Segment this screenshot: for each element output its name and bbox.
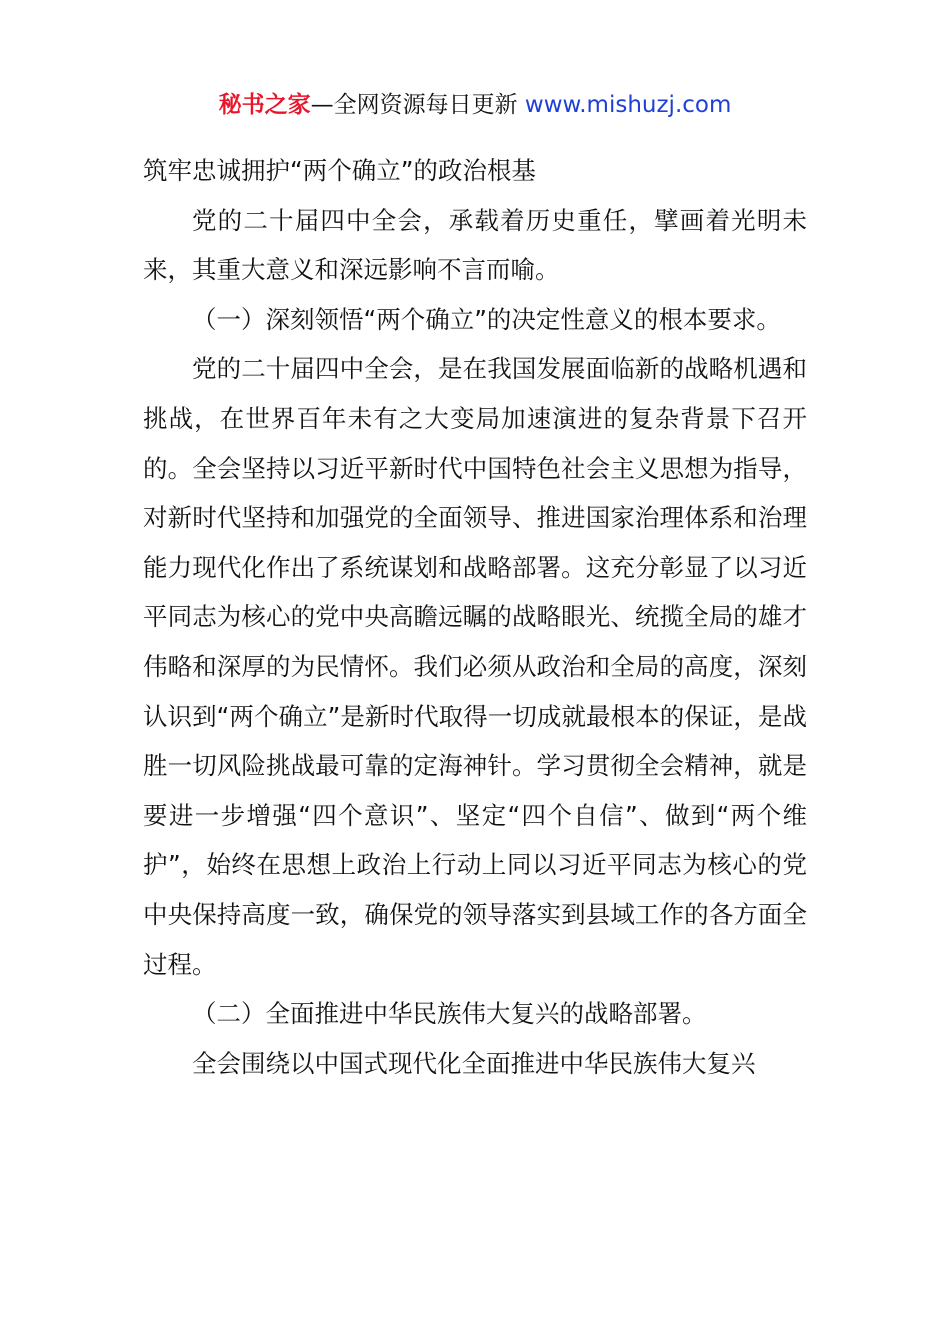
header-tagline: —全网资源每日更新: [310, 92, 525, 118]
document-body: [143, 146, 807, 1088]
section-heading-1: （一）深刻领悟“两个确立”的决定性意义的根本要求。: [192, 304, 781, 334]
paragraph-intro: 党的二十届四中全会，承载着历史重任，擘画着光明未来，其重大意义和深远影响不言而喻。: [143, 205, 807, 285]
document-title: 筑牢忠诚拥护“两个确立”的政治根基: [143, 156, 536, 185]
paragraph-section-2: 全会围绕以中国式现代化全面推进中华民族伟大复兴: [192, 1048, 756, 1078]
header-url-link[interactable]: www.mishuzj.com: [524, 92, 732, 118]
section-heading-2: （二）全面推进中华民族伟大复兴的战略部署。: [192, 999, 707, 1029]
page-header: [0, 88, 950, 122]
brand-name: 秘书之家: [218, 92, 311, 118]
paragraph-section-1: 党的二十届四中全会，是在我国发展面临新的战略机遇和挑战，在世界百年未有之大变局加速演进的复杂背景下召开的。全会坚持以习近平新时代中国特色社会主义思想为指导，对新时代坚持和加强党的全面领导、推进国家治理体系和治理能力现代化作出了系统谋划和战略部署。这充分彰显了以习近平同志为核心的党中央高瞻远瞩的战略眼光、统揽全局的雄才伟略和深厚的为民情怀。我们必须从政治和全局的高度，深刻认识到“两个确立”是新时代取得一切成就最根本的保证，是战胜一切风险挑战最可靠的定海神针。学习贯彻全会精神，就是要进一步增强“四个意识”、坚定“四个自信”、做到“两个维护”，始终在思想上政治上行动上同以习近平同志为核心的党中央保持高度一致，确保党的领导落实到县域工作的各方面全过程。: [143, 354, 807, 979]
